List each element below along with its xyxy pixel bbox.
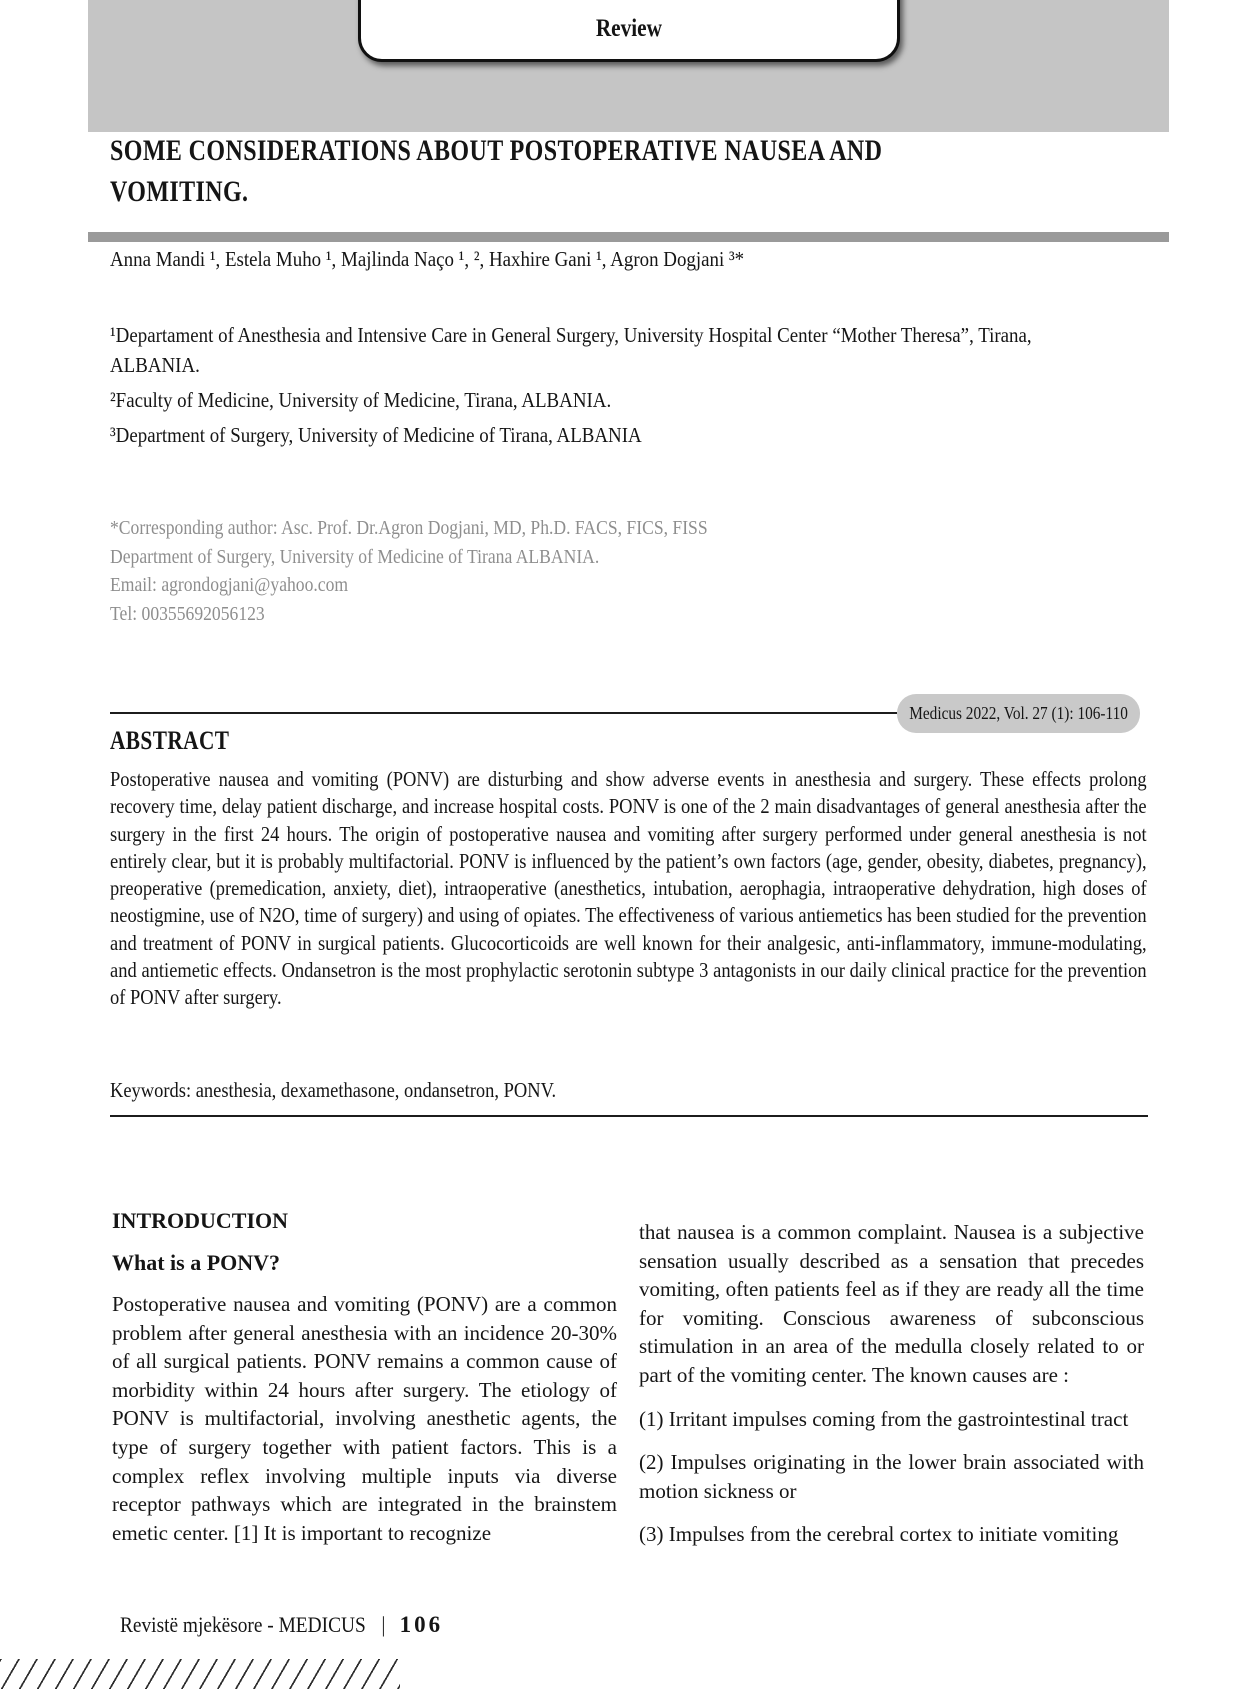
keywords-line: Keywords: anesthesia, dexamethasone, ondansetron, PONV. (110, 1078, 557, 1102)
affiliation-3: ³Department of Surgery, University of Medicine of Tirana, ALBANIA (110, 423, 642, 447)
corresponding-tel-line: Tel: 00355692056123 (110, 602, 265, 625)
citation-rule-line (110, 712, 897, 714)
citation-badge-text: Medicus 2022, Vol. 27 (1): 106-110 (909, 703, 1128, 723)
corresponding-department-line: Department of Surgery, University of Medicine of Tirana ALBANIA. (110, 545, 600, 568)
abstract-text: Postoperative nausea and vomiting (PONV) are disturbing and show adverse events in anesthesia and surgery. These effects prolong recovery time, delay patient discharge, and increase hospital costs. PONV is one of the 2 main disadvantages of general anesthesia after the surgery in the first 24 hours. The origin of postoperative nausea and vomiting after surgery performed under general anesthesia is not entirely clear, but it is probably multifactorial. PONV is influenced by the patient’s own factors (age, gender, obesity, diabetes, pregnancy), preoperative (premedication, anxiety, diet), intraoperative (anesthetics, intubation, aerophagia, intraoperative dehydration, high doses of neostigmine, use of N2O, time of surgery) and using of opiates. The effectiveness of various antiemetics has been studied for the prevention and treatment of PONV in surgical patients. Glucocorticoids are well known for their analgesic, anti-inflammatory, immune-modulating, and antiemetic effects. Ondansetron is the most prophylactic serotonin subtype 3 antagonists in our daily clinical practice for the prevention of PONV after surgery. (110, 767, 1147, 1010)
page-number: 106 (399, 1612, 444, 1637)
affiliation-1: ¹Departament of Anesthesia and Intensive Care in General Surgery, University Hospital Center “Mother Theresa”, Tirana, ALBANIA. (110, 323, 1032, 377)
introduction-columns (112, 1206, 1144, 1564)
journal-name: Revistë mjekësore - MEDICUS (120, 1612, 366, 1637)
footer-separator: | (381, 1612, 386, 1637)
authors-line: Anna Mandi ¹, Estela Muho ¹, Majlinda Naço ¹, ², Haxhire Gani ¹, Agron Dogjani ³* (110, 247, 745, 271)
review-badge (358, 0, 900, 62)
introduction-subheading: What is a PONV? (112, 1250, 281, 1275)
title-divider-bar (88, 232, 1169, 242)
introduction-heading: INTRODUCTION (112, 1208, 289, 1233)
cause-item-1: (1) Irritant impulses coming from the gastrointestinal tract (639, 1406, 1129, 1431)
citation-badge (897, 694, 1140, 733)
corresponding-author-line: *Corresponding author: Asc. Prof. Dr.Agron Dogjani, MD, Ph.D. FACS, FICS, FISS (110, 517, 708, 539)
bottom-hatch-decoration (0, 1659, 400, 1689)
affiliations-block (110, 320, 1060, 455)
introduction-paragraph: Postoperative nausea and vomiting (PONV) are a common problem after general anesthesia with an incidence 20-30% of all surgical patients. PONV remains a common cause of morbidity within 24 hours after surgery. The etiology of PONV is multifactorial, involving anesthetic agents, the type of surgery together with patient factors. This is a complex reflex involving multiple inputs via diverse receptor pathways which are integrated in the brainstem emetic center. [1] It is important to recognize (112, 1292, 617, 1545)
section-divider-rule (110, 1115, 1148, 1117)
right-column (639, 1206, 1144, 1564)
right-column-paragraph: that nausea is a common complaint. Nausea is a subjective sensation usually described as a sensation that precedes vomiting, often patients feel as if they are ready all the time for vomiting. Conscious awareness of subconscious stimulation in an area of the medulla closely related to or part of the vomiting center. The known causes are : (639, 1220, 1144, 1387)
cause-item-3: (3) Impulses from the cerebral cortex to initiate vomiting (639, 1522, 1119, 1547)
left-column (112, 1206, 617, 1564)
abstract-heading: ABSTRACT (110, 726, 230, 755)
affiliation-2: ²Faculty of Medicine, University of Medicine, Tirana, ALBANIA. (110, 388, 612, 412)
article-title: SOME CONSIDERATIONS ABOUT POSTOPERATIVE NAUSEA AND VOMITING. (110, 134, 883, 208)
corresponding-email-line: Email: agrondogjani@yahoo.com (110, 574, 349, 596)
corresponding-author-block (110, 514, 1078, 628)
cause-item-2: (2) Impulses originating in the lower brain associated with motion sickness or (639, 1450, 1144, 1503)
review-badge-label: Review (595, 15, 663, 42)
page-footer (120, 1612, 443, 1638)
